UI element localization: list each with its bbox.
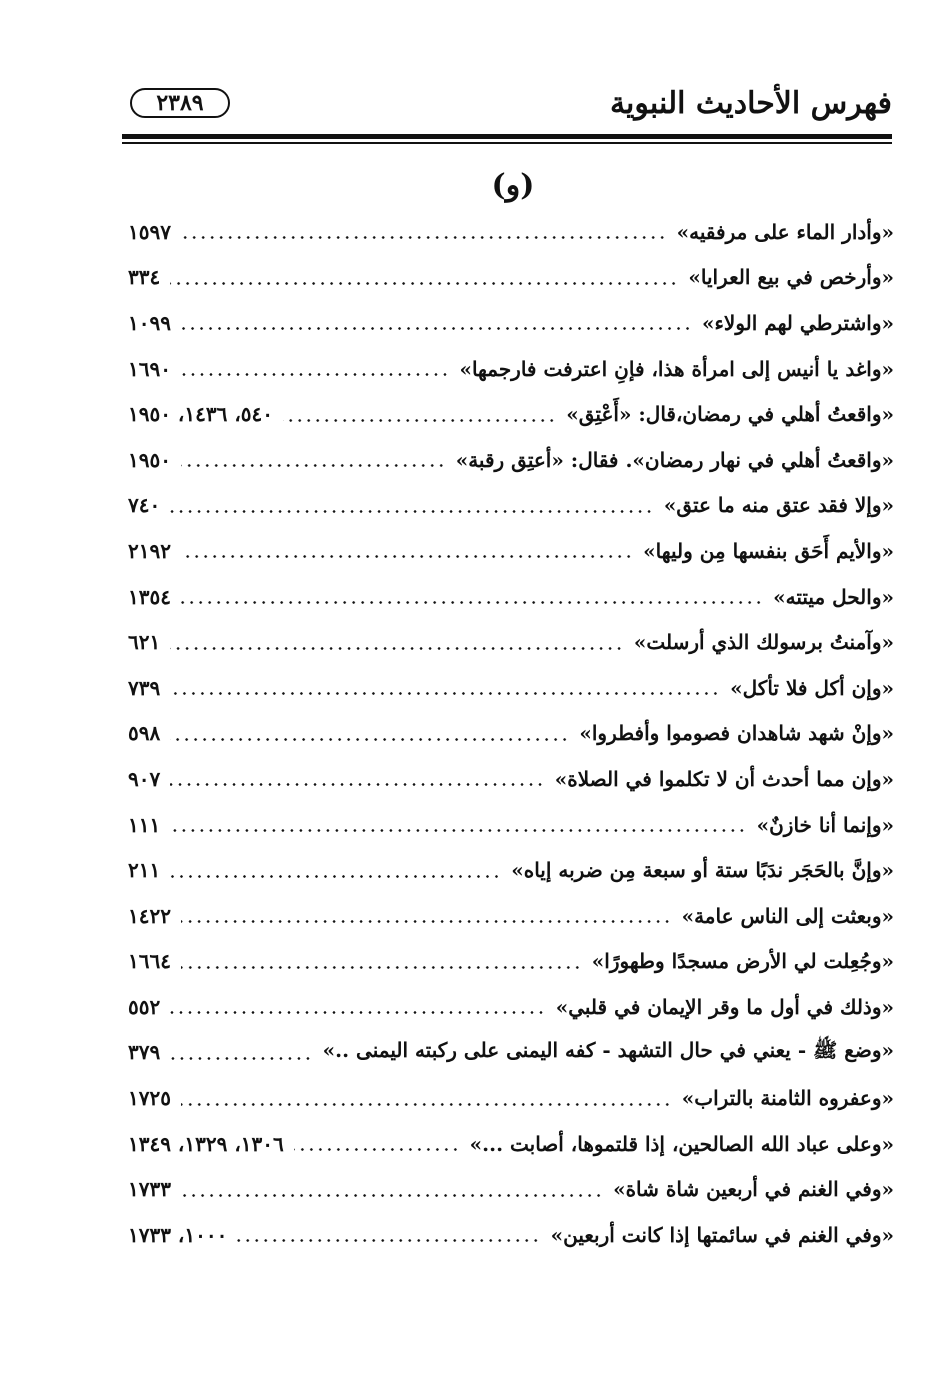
- entry-text: «وجُعِلت لي الأرض مسجدًا وطهورًا»: [586, 949, 894, 973]
- entry-page-refs: ٢١٩٢: [128, 539, 177, 563]
- entry-page-refs: ٥٩٨: [128, 721, 166, 745]
- dot-leader: [170, 829, 746, 832]
- index-entry: [128, 346, 894, 392]
- index-entry: [128, 756, 894, 802]
- index-entry: [128, 300, 894, 346]
- header-rule-thin: [122, 142, 892, 144]
- index-entry: [128, 1075, 894, 1121]
- entry-text: «وأرخص في بيع العرايا»: [682, 265, 894, 289]
- entry-text: «وإنما أنا خازنٌ»: [751, 813, 894, 837]
- entry-page-refs: ٢١١: [128, 858, 166, 882]
- dot-leader: [181, 236, 667, 239]
- entry-page-refs: ٣٣٤: [128, 265, 166, 289]
- entry-text: «وإن أكل فلا تأكل»: [724, 676, 894, 700]
- entry-text: «والحل ميتته»: [767, 585, 894, 609]
- dot-leader: [181, 966, 582, 969]
- index-entry: [128, 437, 894, 483]
- entry-page-refs: ١٧٣٣: [128, 1177, 177, 1201]
- entry-page-refs: ٥٥٢: [128, 995, 166, 1019]
- entry-text: «وإلا فقد عتق منه ما عتق»: [658, 493, 894, 517]
- dot-leader: [170, 647, 624, 650]
- entry-page-refs: ٩٠٧: [128, 767, 166, 791]
- dot-leader: [181, 1194, 603, 1197]
- entry-text: «وآمنتُ برسولك الذي أرسلت»: [628, 630, 894, 654]
- index-entry: [128, 255, 894, 301]
- dot-leader: [294, 1148, 460, 1151]
- entry-text: «واشترطي لهم الولاء»: [696, 311, 894, 335]
- entry-text: «وفي الغنم في أربعين شاة شاة»: [607, 1177, 894, 1201]
- entry-page-refs: ٣٧٩: [128, 1040, 166, 1064]
- index-entry: [128, 802, 894, 848]
- dot-leader: [170, 692, 720, 695]
- entry-page-refs: ٦٢١: [128, 630, 166, 654]
- header-title: فهرس الأحاديث النبوية: [609, 86, 892, 121]
- page-header: [122, 84, 892, 132]
- index-entry: [128, 984, 894, 1030]
- index-entry: [128, 1030, 894, 1076]
- index-entry: [128, 1121, 894, 1167]
- index-entry: [128, 209, 894, 255]
- header-rule-thick: [122, 134, 892, 139]
- entry-page-refs: ١٦٩٠: [128, 357, 177, 381]
- entry-page-refs: ١٣٠٦، ١٣٢٩، ١٣٤٩: [128, 1132, 290, 1156]
- entry-page-refs: ١٠٠٠، ١٧٣٣: [128, 1223, 233, 1247]
- dot-leader: [170, 783, 545, 786]
- entry-page-refs: ١١١: [128, 813, 166, 837]
- dot-leader: [170, 510, 654, 513]
- entry-page-refs: ١٣٥٤: [128, 585, 177, 609]
- index-entry: [128, 1166, 894, 1212]
- entry-page-refs: ١٥٩٧: [128, 220, 177, 244]
- dot-leader: [283, 419, 556, 422]
- index-entry: [128, 619, 894, 665]
- index-entry: [128, 893, 894, 939]
- dot-leader: [181, 601, 763, 604]
- dot-leader: [181, 1103, 672, 1106]
- dot-leader: [181, 373, 449, 376]
- dot-leader: [170, 1057, 312, 1060]
- dot-leader: [181, 464, 446, 467]
- index-entry: [128, 1212, 894, 1258]
- entry-text: «وعلى عباد الله الصالحين، إذا قلتموها، أصابت ...»: [464, 1132, 894, 1156]
- entry-text: «وفي الغنم في سائمتها إذا كانت أربعين»: [545, 1223, 894, 1247]
- entry-page-refs: ١٧٢٥: [128, 1086, 177, 1110]
- section-letter: (و): [491, 168, 535, 203]
- index-entry: [128, 847, 894, 893]
- entry-text: «والأيم أَحَق بنفسها مِن وليها»: [637, 539, 894, 563]
- index-entry: [128, 939, 894, 985]
- dot-leader: [170, 1011, 545, 1014]
- dot-leader: [170, 738, 569, 741]
- entry-page-refs: ١٠٩٩: [128, 311, 177, 335]
- entry-text: «وضع ﷺ - يعني في حال التشهد - كفه اليمنى على ركبته اليمنى ..»: [317, 1038, 894, 1067]
- entry-text: «وإنْ شهد شاهدان فصوموا وأفطروا»: [573, 721, 894, 745]
- entry-page-refs: ٧٤٠: [128, 493, 166, 517]
- entry-text: «وإنَّ بالحَجَر ندَبًا ستة أو سبعة مِن ضربه إياه»: [505, 858, 894, 882]
- dot-leader: [170, 875, 501, 878]
- entry-text: «وبعثت إلى الناس عامة»: [676, 904, 894, 928]
- entry-text: «وإن مما أحدث أن لا تكلموا في الصلاة»: [549, 767, 894, 791]
- entry-text: «واغد يا أنيس إلى امرأة هذا، فإنِ اعترفت فارجمها»: [453, 357, 894, 381]
- entry-page-refs: ٧٣٩: [128, 676, 166, 700]
- index-entry: [128, 483, 894, 529]
- entry-page-refs: ١٤٢٢: [128, 904, 177, 928]
- hadith-index-list: [128, 209, 894, 1258]
- entry-page-refs: ١٦٦٤: [128, 949, 177, 973]
- entry-page-refs: ٥٤٠، ١٤٣٦، ١٩٥٠: [128, 402, 279, 426]
- entry-text: «وعفروه الثامنة بالتراب»: [676, 1086, 894, 1110]
- dot-leader: [170, 282, 678, 285]
- index-entry: [128, 391, 894, 437]
- dot-leader: [181, 327, 692, 330]
- index-entry: [128, 574, 894, 620]
- index-entry: [128, 711, 894, 757]
- entry-text: «وذلك في أول ما وقر الإيمان في قلبي»: [550, 995, 894, 1019]
- entry-text: «وأدار الماء على مرفقيه»: [671, 220, 894, 244]
- dot-leader: [181, 555, 633, 558]
- index-entry: [128, 528, 894, 574]
- entry-text: «واقعتُ أهلي في رمضان،قال: «أَعْتِق»: [560, 402, 894, 426]
- entry-page-refs: ١٩٥٠: [128, 448, 177, 472]
- dot-leader: [237, 1239, 540, 1242]
- index-entry: [128, 665, 894, 711]
- dot-leader: [181, 920, 672, 923]
- page-number-badge: ٢٣٨٩: [130, 88, 230, 118]
- entry-text: «واقعتُ أهلي في نهار رمضان». فقال: «أعتِق رقبة»: [450, 448, 894, 472]
